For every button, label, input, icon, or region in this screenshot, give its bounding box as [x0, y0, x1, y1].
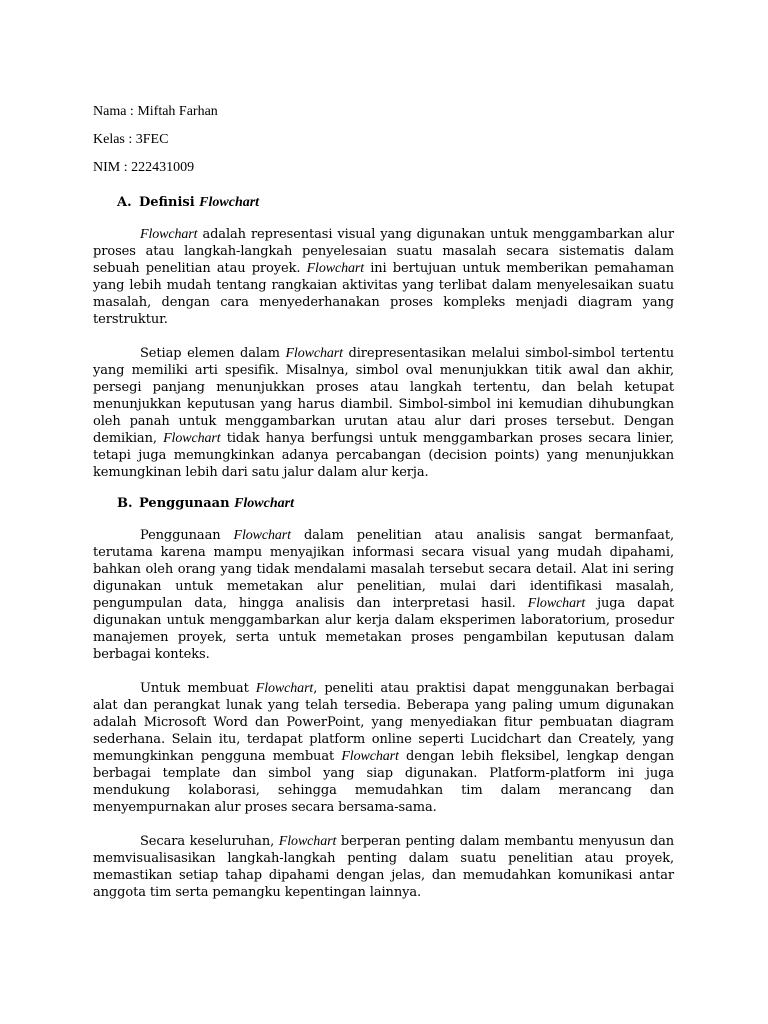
paragraph-text: Setiap elemen dalam [140, 346, 286, 361]
section-b-title: Penggunaan [139, 496, 235, 511]
paragraph-text: direpresentasikan melalui simbol-simbol tertentu yang memiliki arti spesifik. Misalnya, simbol oval menunjukkan titik awal dan akhir, persegi panjang menunjukkan proses atau langkah tertentu, dan belah ketupat menunjukkan keputusan yang harus diambil. Simbol-simbol ini kemudian dihubungkan oleh panah untuk menggambarkan urutan atau alur dari proses tersebut. Dengan demikian, [93, 346, 674, 446]
paragraph-text: juga dapat digunakan untuk menggambarkan alur kerja dalam eksperimen laboratorium, prosedur manajemen proyek, serta untuk memetakan proses pengambilan keputusan dalam berbagai konteks. [93, 596, 675, 662]
term-flowchart: Flowchart [255, 681, 314, 696]
term-flowchart: Flowchart [163, 431, 221, 446]
paragraph-text: adalah representasi visual yang digunakan untuk menggambarkan alur proses atau langkah-langkah penyelesaian suatu masalah secara sistematis dalam sebuah penelitian atau proyek. [93, 227, 674, 276]
student-nim: NIM : 222431009 [93, 160, 195, 175]
term-flowchart: Flowchart [527, 596, 586, 611]
paragraph-text: , peneliti atau praktisi dapat menggunakan berbagai alat dan perangkat lunak yang telah tersedia. Beberapa yang paling umum digunakan adalah Microsoft Word dan PowerPoint, yang menyediakan fitur pembuatan diagram sederhana. Selain itu, terdapat platform online seperti Lucidchart dan Creately, yang memungkinkan pengguna membuat [93, 681, 674, 764]
section-b-title-italic: Flowchart [234, 496, 294, 511]
term-flowchart: Flowchart [140, 227, 198, 242]
student-class: Kelas : 3FEC [93, 132, 169, 147]
term-flowchart: Flowchart [341, 749, 399, 764]
section-a-paragraph-1 [93, 226, 674, 328]
student-name: Nama : Miftah Farhan [93, 104, 218, 119]
paragraph-text: berperan penting dalam membantu menyusun dan memvisualisasikan langkah-langkah penting dalam suatu penelitian atau proyek, memastikan setiap tahap dipahami dengan jelas, dan memudahkan komunikasi antar anggota tim serta pemangku kepentingan lainnya. [93, 834, 674, 900]
section-b-paragraph-2 [93, 680, 674, 816]
term-flowchart: Flowchart [306, 261, 365, 276]
term-flowchart: Flowchart [278, 834, 337, 849]
section-a-title: Definisi [139, 195, 200, 210]
paragraph-text: Untuk membuat [140, 681, 256, 696]
section-b-paragraph-3 [93, 833, 674, 901]
section-a-heading [93, 194, 674, 212]
section-b-letter: B. [117, 496, 133, 511]
term-flowchart: Flowchart [285, 346, 343, 361]
section-a-paragraph-2 [93, 345, 674, 481]
paragraph-text: tidak hanya berfungsi untuk menggambarkan proses secara linier, tetapi juga memungkinkan adanya percabangan (decision points) yang menunjukkan kemungkinan lebih dari satu jalur dalam alur kerja. [93, 431, 674, 480]
section-b-paragraph-1 [93, 527, 674, 663]
section-a-title-italic: Flowchart [199, 195, 260, 210]
paragraph-text: dengan lebih fleksibel, lengkap dengan berbagai template dan simbol yang siap digunakan. Platform-platform ini juga mendukung kolaborasi, sehingga memudahkan tim dalam merancang dan menyempurnakan alur proses secara bersama-sama. [93, 749, 674, 815]
paragraph-text: ini bertujuan untuk memberikan pemahaman yang lebih mudah tentang rangkaian aktivitas yang terlibat dalam menyelesaikan suatu masalah, dengan cara menyederhanakan proses kompleks menjadi diagram yang terstruktur. [93, 261, 674, 327]
paragraph-text: dalam penelitian atau analisis sangat bermanfaat, terutama karena mampu menyajikan informasi secara visual yang mudah dipahami, bahkan oleh orang yang tidak mendalami masalah tersebut secara detail. Alat ini sering digunakan untuk memetakan alur penelitian, mulai dari identifikasi masalah, pengumpulan data, hingga analisis dan interpretasi hasil. [93, 528, 674, 611]
paragraph-text: Penggunaan [140, 528, 234, 543]
section-a-letter: A. [117, 195, 132, 210]
paragraph-text: Secara keseluruhan, [140, 834, 279, 849]
section-b-heading [93, 495, 674, 513]
term-flowchart: Flowchart [233, 528, 291, 543]
document-page [93, 102, 674, 901]
